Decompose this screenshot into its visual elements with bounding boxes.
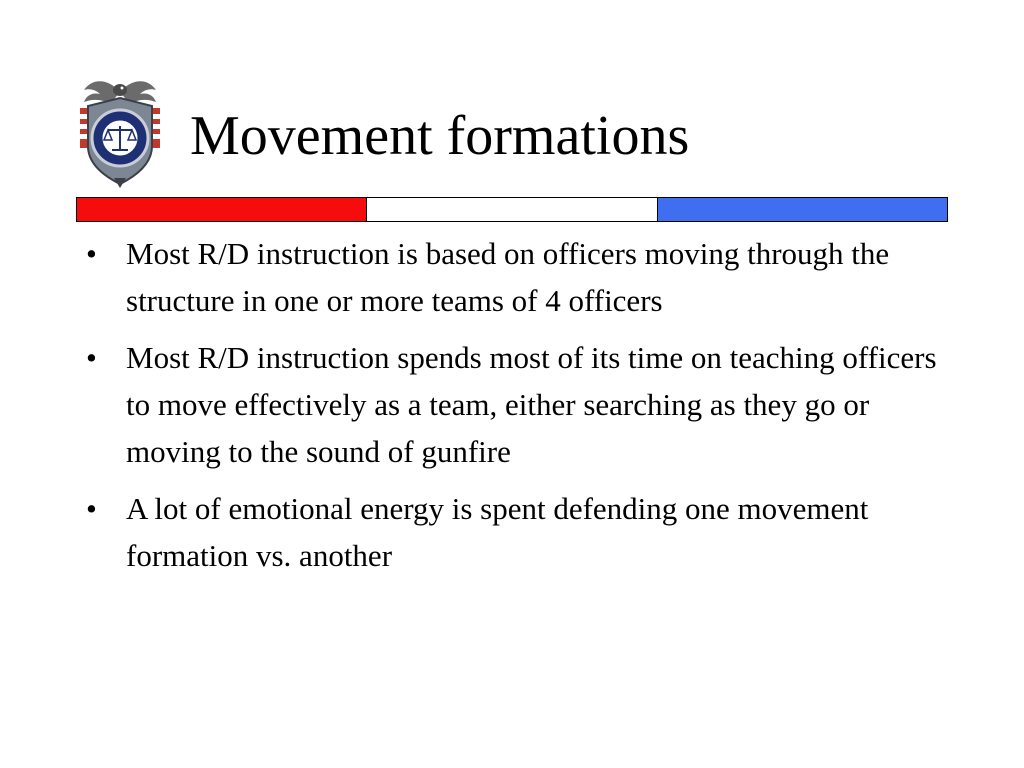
bullet-icon: • — [86, 236, 97, 271]
bullet-item — [86, 334, 946, 475]
bullet-list — [86, 230, 946, 589]
divider-white-segment — [366, 198, 656, 221]
tricolor-divider — [76, 197, 948, 222]
bullet-icon: • — [86, 491, 97, 526]
slide-title: Movement formations — [190, 105, 690, 167]
police-badge-icon — [70, 72, 170, 188]
bullet-item — [86, 485, 946, 579]
bullet-text: Most R/D instruction is based on officers moving through the structure in one or more teams of 4 officers — [126, 236, 890, 318]
divider-red-segment — [77, 198, 366, 221]
divider-blue-segment — [657, 198, 947, 221]
bullet-text: Most R/D instruction spends most of its time on teaching officers to move effectively as a team, either searching as they go or moving to the sound of gunfire — [126, 340, 937, 469]
bullet-icon: • — [86, 340, 97, 375]
bullet-item — [86, 230, 946, 324]
bullet-text: A lot of emotional energy is spent defending one movement formation vs. another — [126, 491, 869, 573]
